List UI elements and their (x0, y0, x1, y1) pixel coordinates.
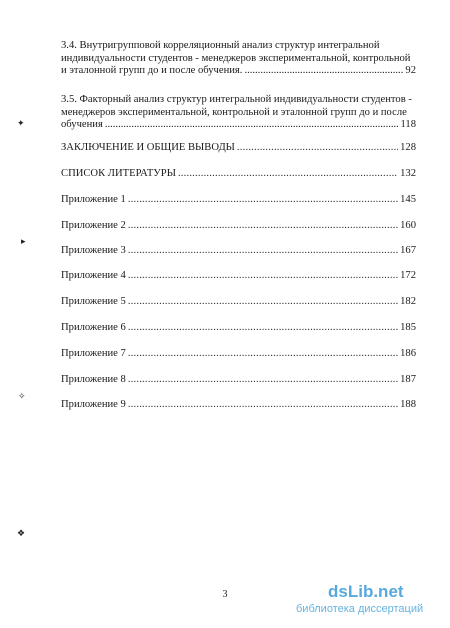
toc-entry-appendix-4[interactable] (61, 270, 416, 284)
dot-leader (128, 399, 398, 410)
toc-page-number: 92 (405, 65, 416, 76)
toc-entry-label: СПИСОК ЛИТЕРАТУРЫ (61, 168, 176, 179)
toc-entry-label: Приложение 2 (61, 220, 126, 231)
toc-entry-label: Приложение 9 (61, 399, 126, 410)
toc-entry-label: Приложение 5 (61, 296, 126, 307)
toc-entry-3-5[interactable] (61, 94, 416, 132)
toc-entry-last-line (61, 65, 416, 78)
dot-leader (128, 374, 398, 385)
dot-leader (128, 220, 398, 231)
toc-entry-references[interactable] (61, 168, 416, 182)
dot-leader (128, 194, 398, 205)
toc-entry-appendix-7[interactable] (61, 348, 416, 362)
toc-entry-appendix-2[interactable] (61, 220, 416, 234)
toc-entry-text-line: 3.4. Внутригрупповой корреляционный анализ структур интегральной (61, 40, 380, 51)
toc-entry-text-line: 3.5. Факторный анализ структур интегральной индивидуальности студентов - (61, 94, 412, 105)
toc-entry-label: Приложение 7 (61, 348, 126, 359)
toc-entry-label: Приложение 1 (61, 194, 126, 205)
scan-speck: ▸ (21, 236, 26, 246)
toc-entry-text-line: и эталонной групп до и после обучения. (61, 65, 243, 76)
dot-leader (178, 168, 398, 179)
dot-leader (128, 322, 398, 333)
toc-entry-text-line: индивидуальности студентов - менеджеров экспериментальной, контрольной (61, 52, 411, 64)
toc-entry-appendix-5[interactable] (61, 296, 416, 310)
toc-page-number: 132 (400, 168, 416, 179)
dot-leader (244, 65, 403, 78)
scan-speck: ❖ (17, 528, 26, 538)
toc-page-number: 128 (400, 142, 416, 153)
toc-entry-appendix-3[interactable] (61, 245, 416, 259)
toc-entry-appendix-9[interactable] (61, 399, 416, 413)
toc-entry-text-line: менеджеров экспериментальной, контрольной и эталонной групп до и после (61, 106, 407, 118)
dot-leader (128, 296, 398, 307)
toc-entry-appendix-6[interactable] (61, 322, 416, 336)
dot-leader (105, 119, 399, 132)
toc-entry-label: Приложение 8 (61, 374, 126, 385)
dot-leader (128, 348, 398, 359)
toc-page-number: 182 (400, 296, 416, 307)
dot-leader (237, 142, 398, 153)
toc-entry-3-4[interactable] (61, 40, 416, 78)
toc-page-number: 187 (400, 374, 416, 385)
toc-entry-appendix-1[interactable] (61, 194, 416, 208)
toc-entry-label: Приложение 3 (61, 245, 126, 256)
toc-page-number: 186 (400, 348, 416, 359)
toc-entry-appendix-8[interactable] (61, 374, 416, 388)
toc-entry-conclusion[interactable] (61, 142, 416, 156)
toc-entry-label: Приложение 6 (61, 322, 126, 333)
toc-page-number: 172 (400, 270, 416, 281)
dot-leader (128, 270, 398, 281)
toc-entry-last-line (61, 119, 416, 132)
toc-page-number: 188 (400, 399, 416, 410)
scan-speck: ✧ (18, 391, 26, 401)
toc-page-number: 167 (400, 245, 416, 256)
watermark-caption: библиотека диссертаций (296, 603, 424, 615)
toc-page-number: 160 (400, 220, 416, 231)
toc-entry-text-line: обучения (61, 119, 103, 130)
dot-leader (128, 245, 398, 256)
scan-speck: ✦ (17, 118, 25, 128)
watermark-logo: dsLib.net (328, 582, 404, 601)
toc-page-number: 185 (400, 322, 416, 333)
page-number: 3 (222, 589, 228, 600)
toc-page-number: 118 (400, 119, 416, 130)
toc-entry-label: ЗАКЛЮЧЕНИЕ И ОБЩИЕ ВЫВОДЫ (61, 142, 235, 153)
toc-entry-label: Приложение 4 (61, 270, 126, 281)
toc-page-number: 145 (400, 194, 416, 205)
